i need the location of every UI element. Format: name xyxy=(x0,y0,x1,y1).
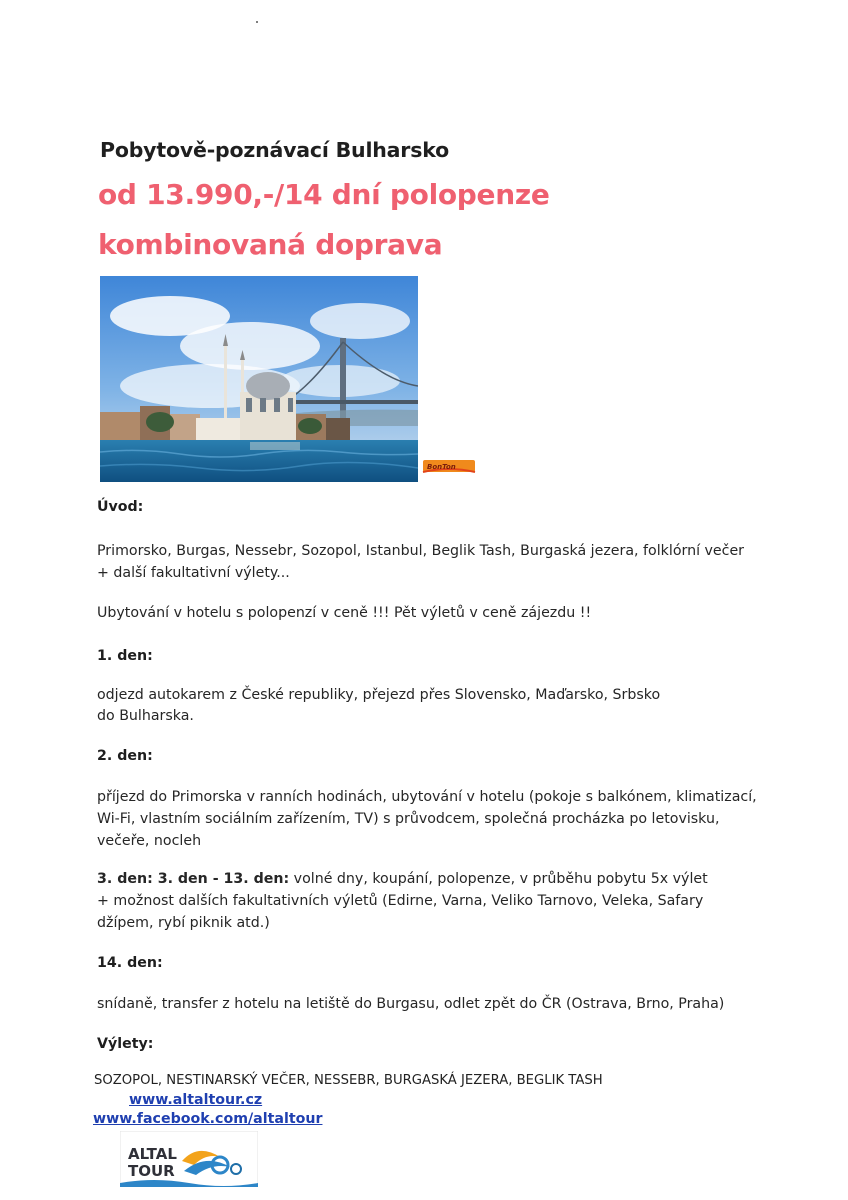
logo-line-2: TOUR xyxy=(128,1162,175,1180)
intro-line-1: Primorsko, Burgas, Nessebr, Sozopol, Istanbul, Beglik Tash, Burgaská jezera, folklórní večer xyxy=(97,543,745,559)
bonton-logo xyxy=(421,454,477,478)
day-1-label: 1. den: xyxy=(97,648,153,664)
trips-list: SOZOPOL, NESTINARSKÝ VEČER, NESSEBR, BURGASKÁ JEZERA, BEGLIK TASH xyxy=(94,1073,603,1088)
day-3-text: volné dny, koupání, polopenze, v průběhu pobytu 5x výlet xyxy=(289,871,708,887)
day-3-line-2: + možnost dalších fakultativních výletů (Edirne, Varna, Veliko Tarnovo, Veleka, Safary xyxy=(97,893,704,909)
day-2-line-1: příjezd do Primorska v ranních hodinách, ubytování v hotelu (pokoje s balkónem, klimatizací, xyxy=(97,789,757,805)
day-2-line-3: večeře, nocleh xyxy=(97,833,202,849)
day-2-label: 2. den: xyxy=(97,748,153,764)
istanbul-photo xyxy=(100,276,418,482)
scan-speck xyxy=(256,21,258,23)
day-1-line-2: do Bulharska. xyxy=(97,708,194,724)
intro-label: Úvod: xyxy=(97,499,144,515)
day-2-line-2: Wi-Fi, vlastním sociálním zařízením, TV) s průvodcem, společná procházka po letovisku, xyxy=(97,811,720,827)
day-3-line-3: džípem, rybí piknik atd.) xyxy=(97,915,270,931)
trips-label: Výlety: xyxy=(97,1036,154,1052)
facebook-link[interactable]: www.facebook.com/altaltour xyxy=(93,1111,323,1127)
page-title: Pobytově-poznávací Bulharsko xyxy=(100,138,449,162)
day-14-label: 14. den: xyxy=(97,955,163,971)
logo-line-1: ALTAL xyxy=(128,1145,177,1163)
day-14-line-1: snídaně, transfer z hotelu na letiště do Burgasu, odlet zpět do ČR (Ostrava, Brno, Praha) xyxy=(97,996,725,1012)
accommodation-note: Ubytování v hotelu s polopenzí v ceně !!! Pět výletů v ceně zájezdu !! xyxy=(97,605,592,621)
price-headline: od 13.990,-/14 dní polopenze xyxy=(98,178,550,211)
intro-line-2: + další fakultativní výlety... xyxy=(97,565,290,581)
bonton-logo-text: BonTon xyxy=(427,463,456,471)
transport-headline: kombinovaná doprava xyxy=(98,228,443,261)
altal-tour-logo xyxy=(120,1131,258,1187)
website-link[interactable]: www.altaltour.cz xyxy=(129,1092,263,1108)
day-3-line-1 xyxy=(97,871,708,887)
day-3-label: 3. den: 3. den - 13. den: xyxy=(97,871,290,887)
day-1-line-1: odjezd autokarem z České republiky, přejezd přes Slovensko, Maďarsko, Srbsko xyxy=(97,687,661,703)
